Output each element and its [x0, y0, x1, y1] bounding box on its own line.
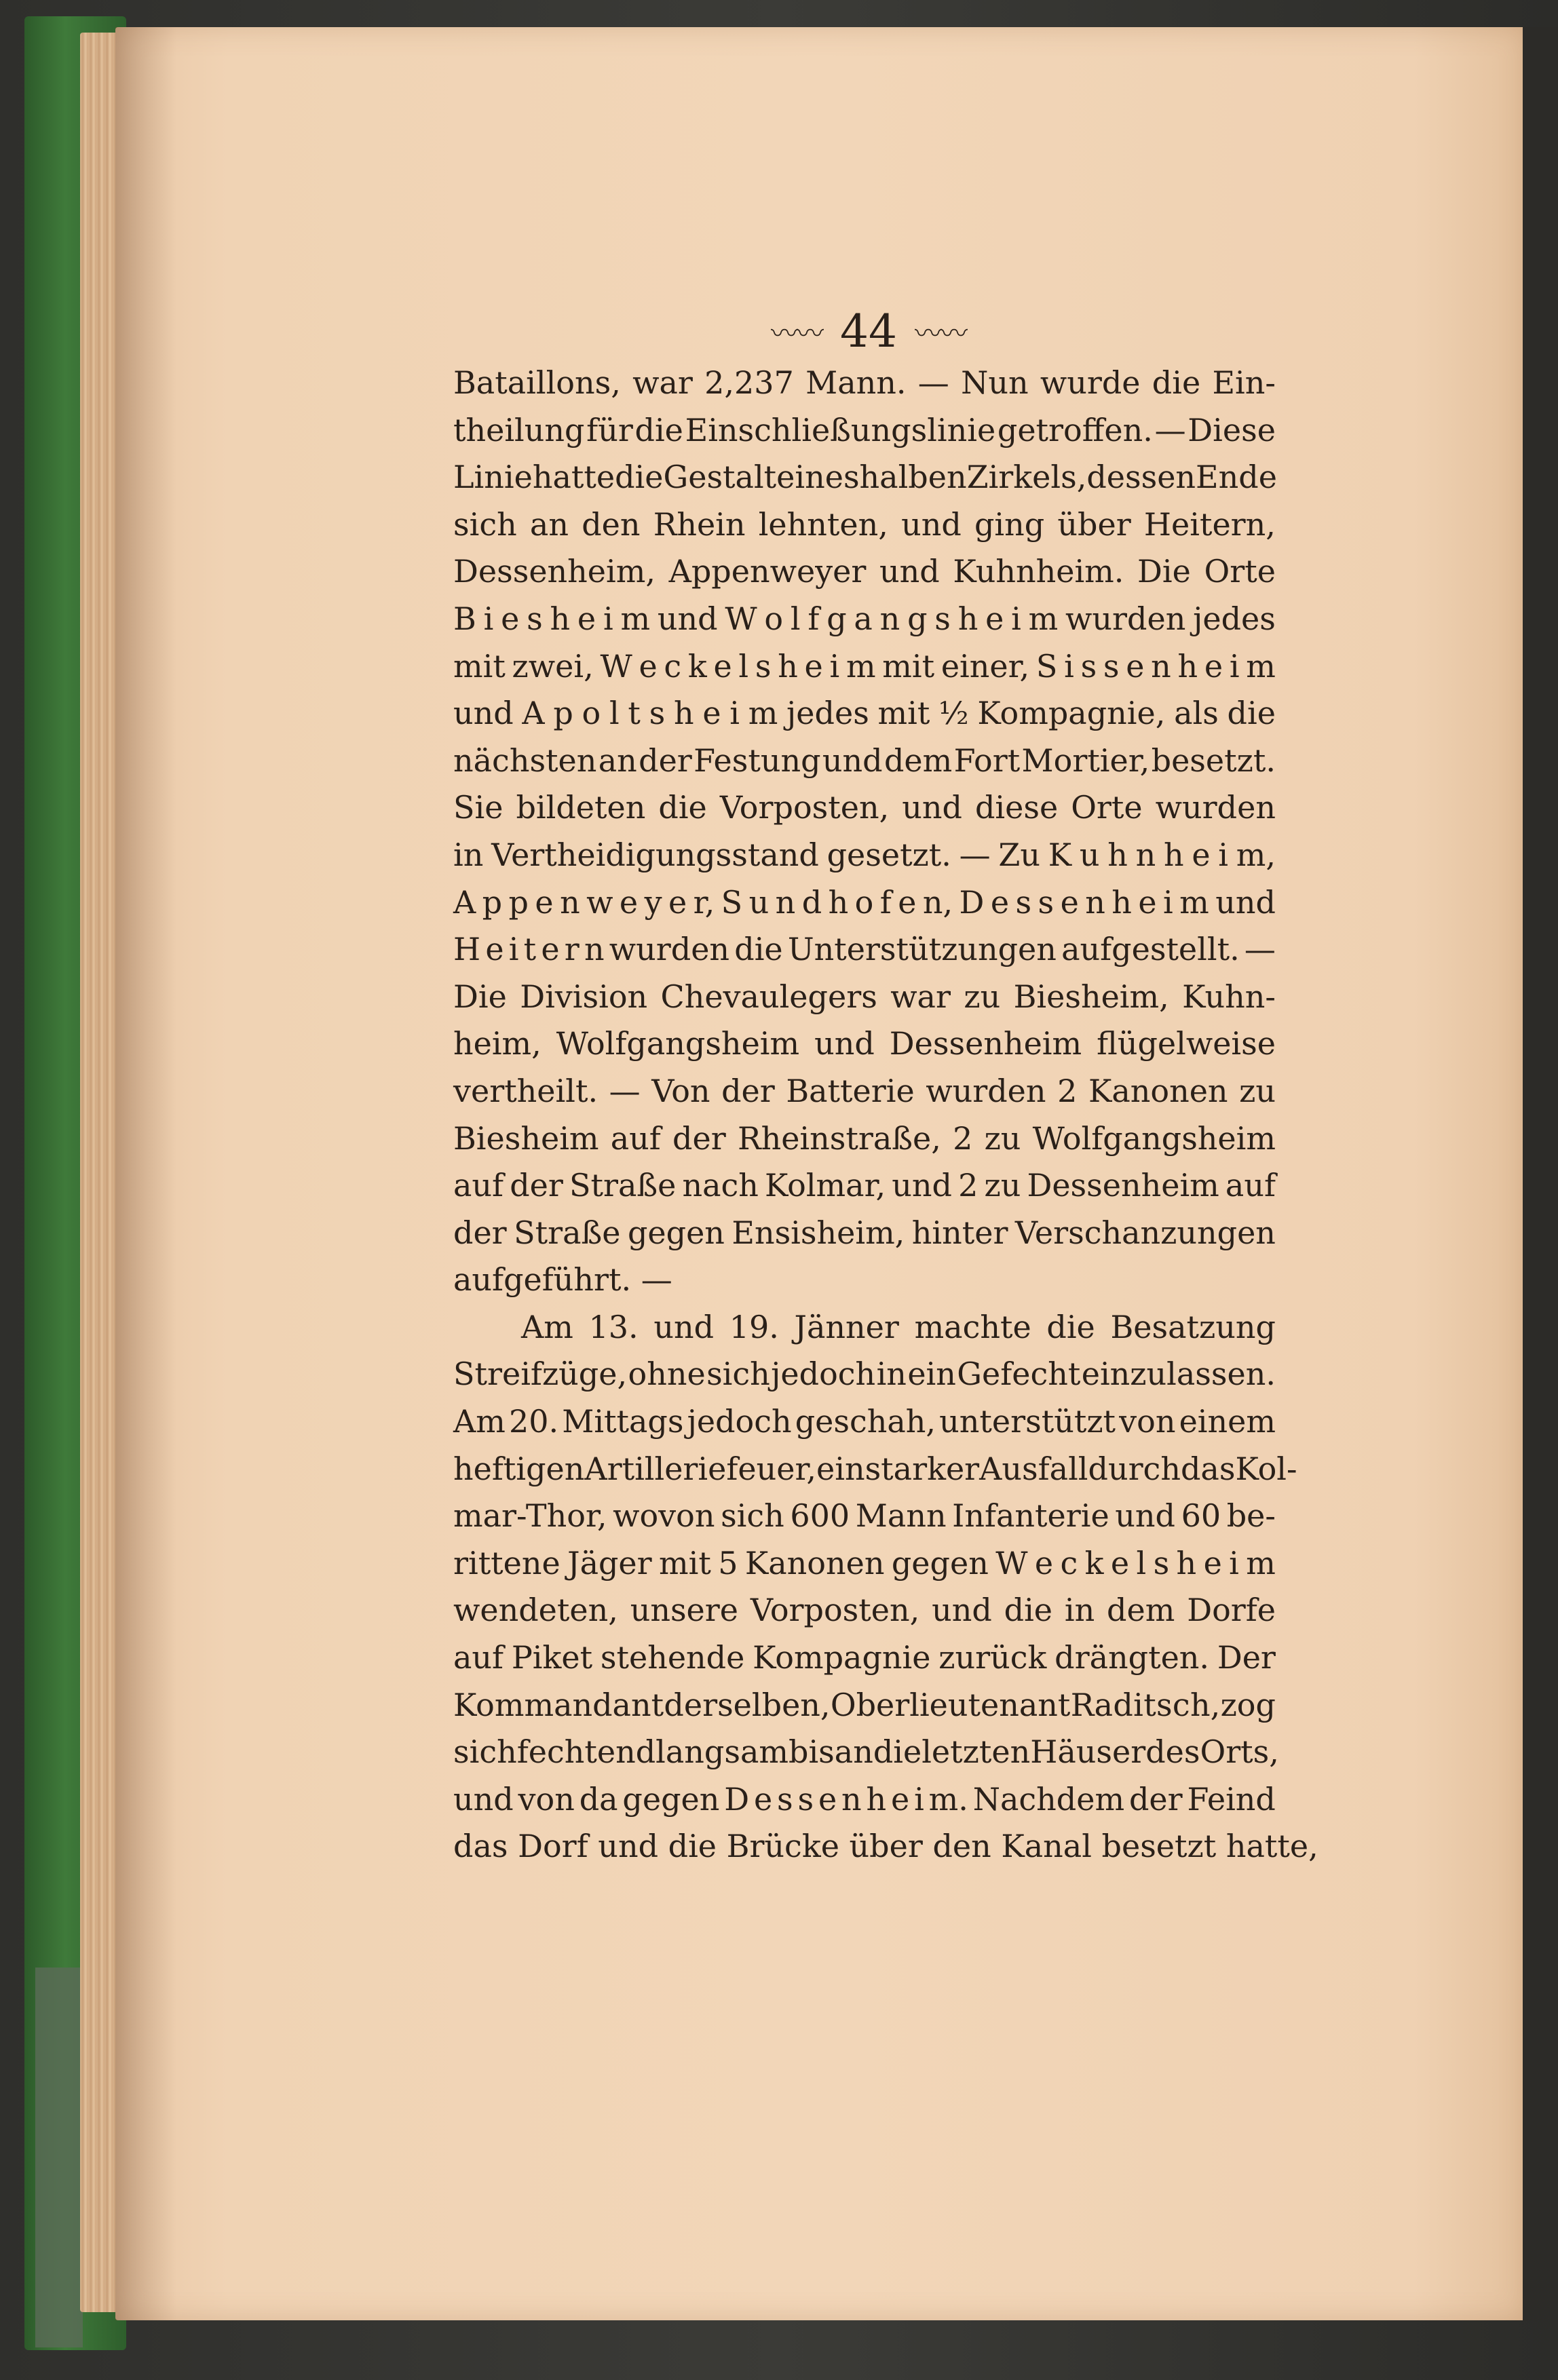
- cover-wear-patch: [35, 1968, 83, 2347]
- text-line: und von da gegen D e s s e n h e i m. Nachdem der Feind: [453, 1780, 1276, 1818]
- text-line: Dessenheim, Appenweyer und Kuhnheim. Die Orte: [453, 553, 1276, 590]
- text-line: auf der Straße nach Kolmar, und 2 zu Dessenheim auf: [453, 1167, 1276, 1204]
- text-line: Am 13. und 19. Jänner machte die Besatzung: [521, 1308, 1276, 1345]
- text-line: mar-Thor, wovon sich 600 Mann Infanterie und 60 be-: [453, 1497, 1276, 1535]
- text-line: nächsten an der Festung und dem Fort Mortier, besetzt.: [453, 742, 1276, 779]
- text-line: Streifzüge, ohne sich jedoch in ein Gefecht einzulassen.: [453, 1356, 1276, 1393]
- paragraph: [453, 1304, 1318, 1870]
- text-line: in Vertheidigungsstand gesetzt. — Zu K u h n h e i m,: [453, 836, 1276, 873]
- text-line: heim, Wolfgangsheim und Dessenheim flügelweise: [453, 1025, 1276, 1062]
- gutter-shadow: [115, 27, 176, 2320]
- text-line: der Straße gegen Ensisheim, hinter Verschanzungen: [453, 1214, 1276, 1251]
- text-line: auf Piket stehende Kompagnie zurück drängten. Der: [453, 1639, 1276, 1676]
- text-line: wendeten, unsere Vorposten, und die in dem Dorfe: [453, 1592, 1276, 1629]
- text-line: A p p e n w e y e r, S u n d h o f e n, D e s s e n h e i m und: [453, 883, 1276, 921]
- text-line: und A p o l t s h e i m jedes mit ½ Kompagnie, als die: [453, 695, 1276, 732]
- paragraph: [453, 360, 1276, 1304]
- text-line: Am 20. Mittags jedoch geschah, unterstützt von einem: [453, 1403, 1276, 1440]
- text-line: mit zwei, W e c k e l s h e i m mit einer, S i s s e n h e i m: [453, 647, 1276, 685]
- text-line: das Dorf und die Brücke über den Kanal besetzt hatte,: [453, 1828, 1318, 1865]
- text-line: theilung für die Einschließungslinie getroffen. — Diese: [453, 411, 1276, 448]
- text-line: Linie hatte die Gestalt eines halben Zirkels, dessen Ende: [453, 459, 1277, 496]
- text-line: vertheilt. — Von der Batterie wurden 2 Kanonen zu: [453, 1072, 1276, 1109]
- page-header: [733, 304, 1004, 358]
- text-line: aufgeführt. —: [453, 1261, 672, 1299]
- text-line: B i e s h e i m und W o l f g a n g s h e i m wurden jedes: [453, 600, 1276, 637]
- text-line: rittene Jäger mit 5 Kanonen gegen W e c k e l s h e i m: [453, 1544, 1276, 1581]
- text-line: sich an den Rhein lehnten, und ging über Heitern,: [453, 505, 1276, 543]
- ornament-left: 〰〰: [771, 318, 822, 349]
- text-line: Bataillons, war 2,237 Mann. — Nun wurde die Ein-: [453, 364, 1276, 401]
- text-line: sich fechtend langsam bis an die letzten Häuser des Orts,: [453, 1733, 1279, 1771]
- right-edge-background: [1523, 27, 1558, 2320]
- text-line: Sie bildeten die Vorposten, und diese Orte wurden: [453, 789, 1276, 826]
- text-line: Biesheim auf der Rheinstraße, 2 zu Wolfgangsheim: [453, 1119, 1276, 1157]
- text-line: Kommandant derselben, Oberlieutenant R a d i t s c h, zog: [453, 1686, 1276, 1723]
- ornament-right: 〰〰: [914, 318, 966, 349]
- page-number: 44: [840, 305, 897, 358]
- text-line: Die Division Chevaulegers war zu Biesheim, Kuhn-: [453, 978, 1276, 1015]
- body-text: [453, 360, 1318, 1870]
- text-line: H e i t e r n wurden die Unterstützungen aufgestellt. —: [453, 931, 1276, 968]
- text-line: heftigen Artilleriefeuer, ein starker Ausfall durch das Kol-: [453, 1450, 1297, 1487]
